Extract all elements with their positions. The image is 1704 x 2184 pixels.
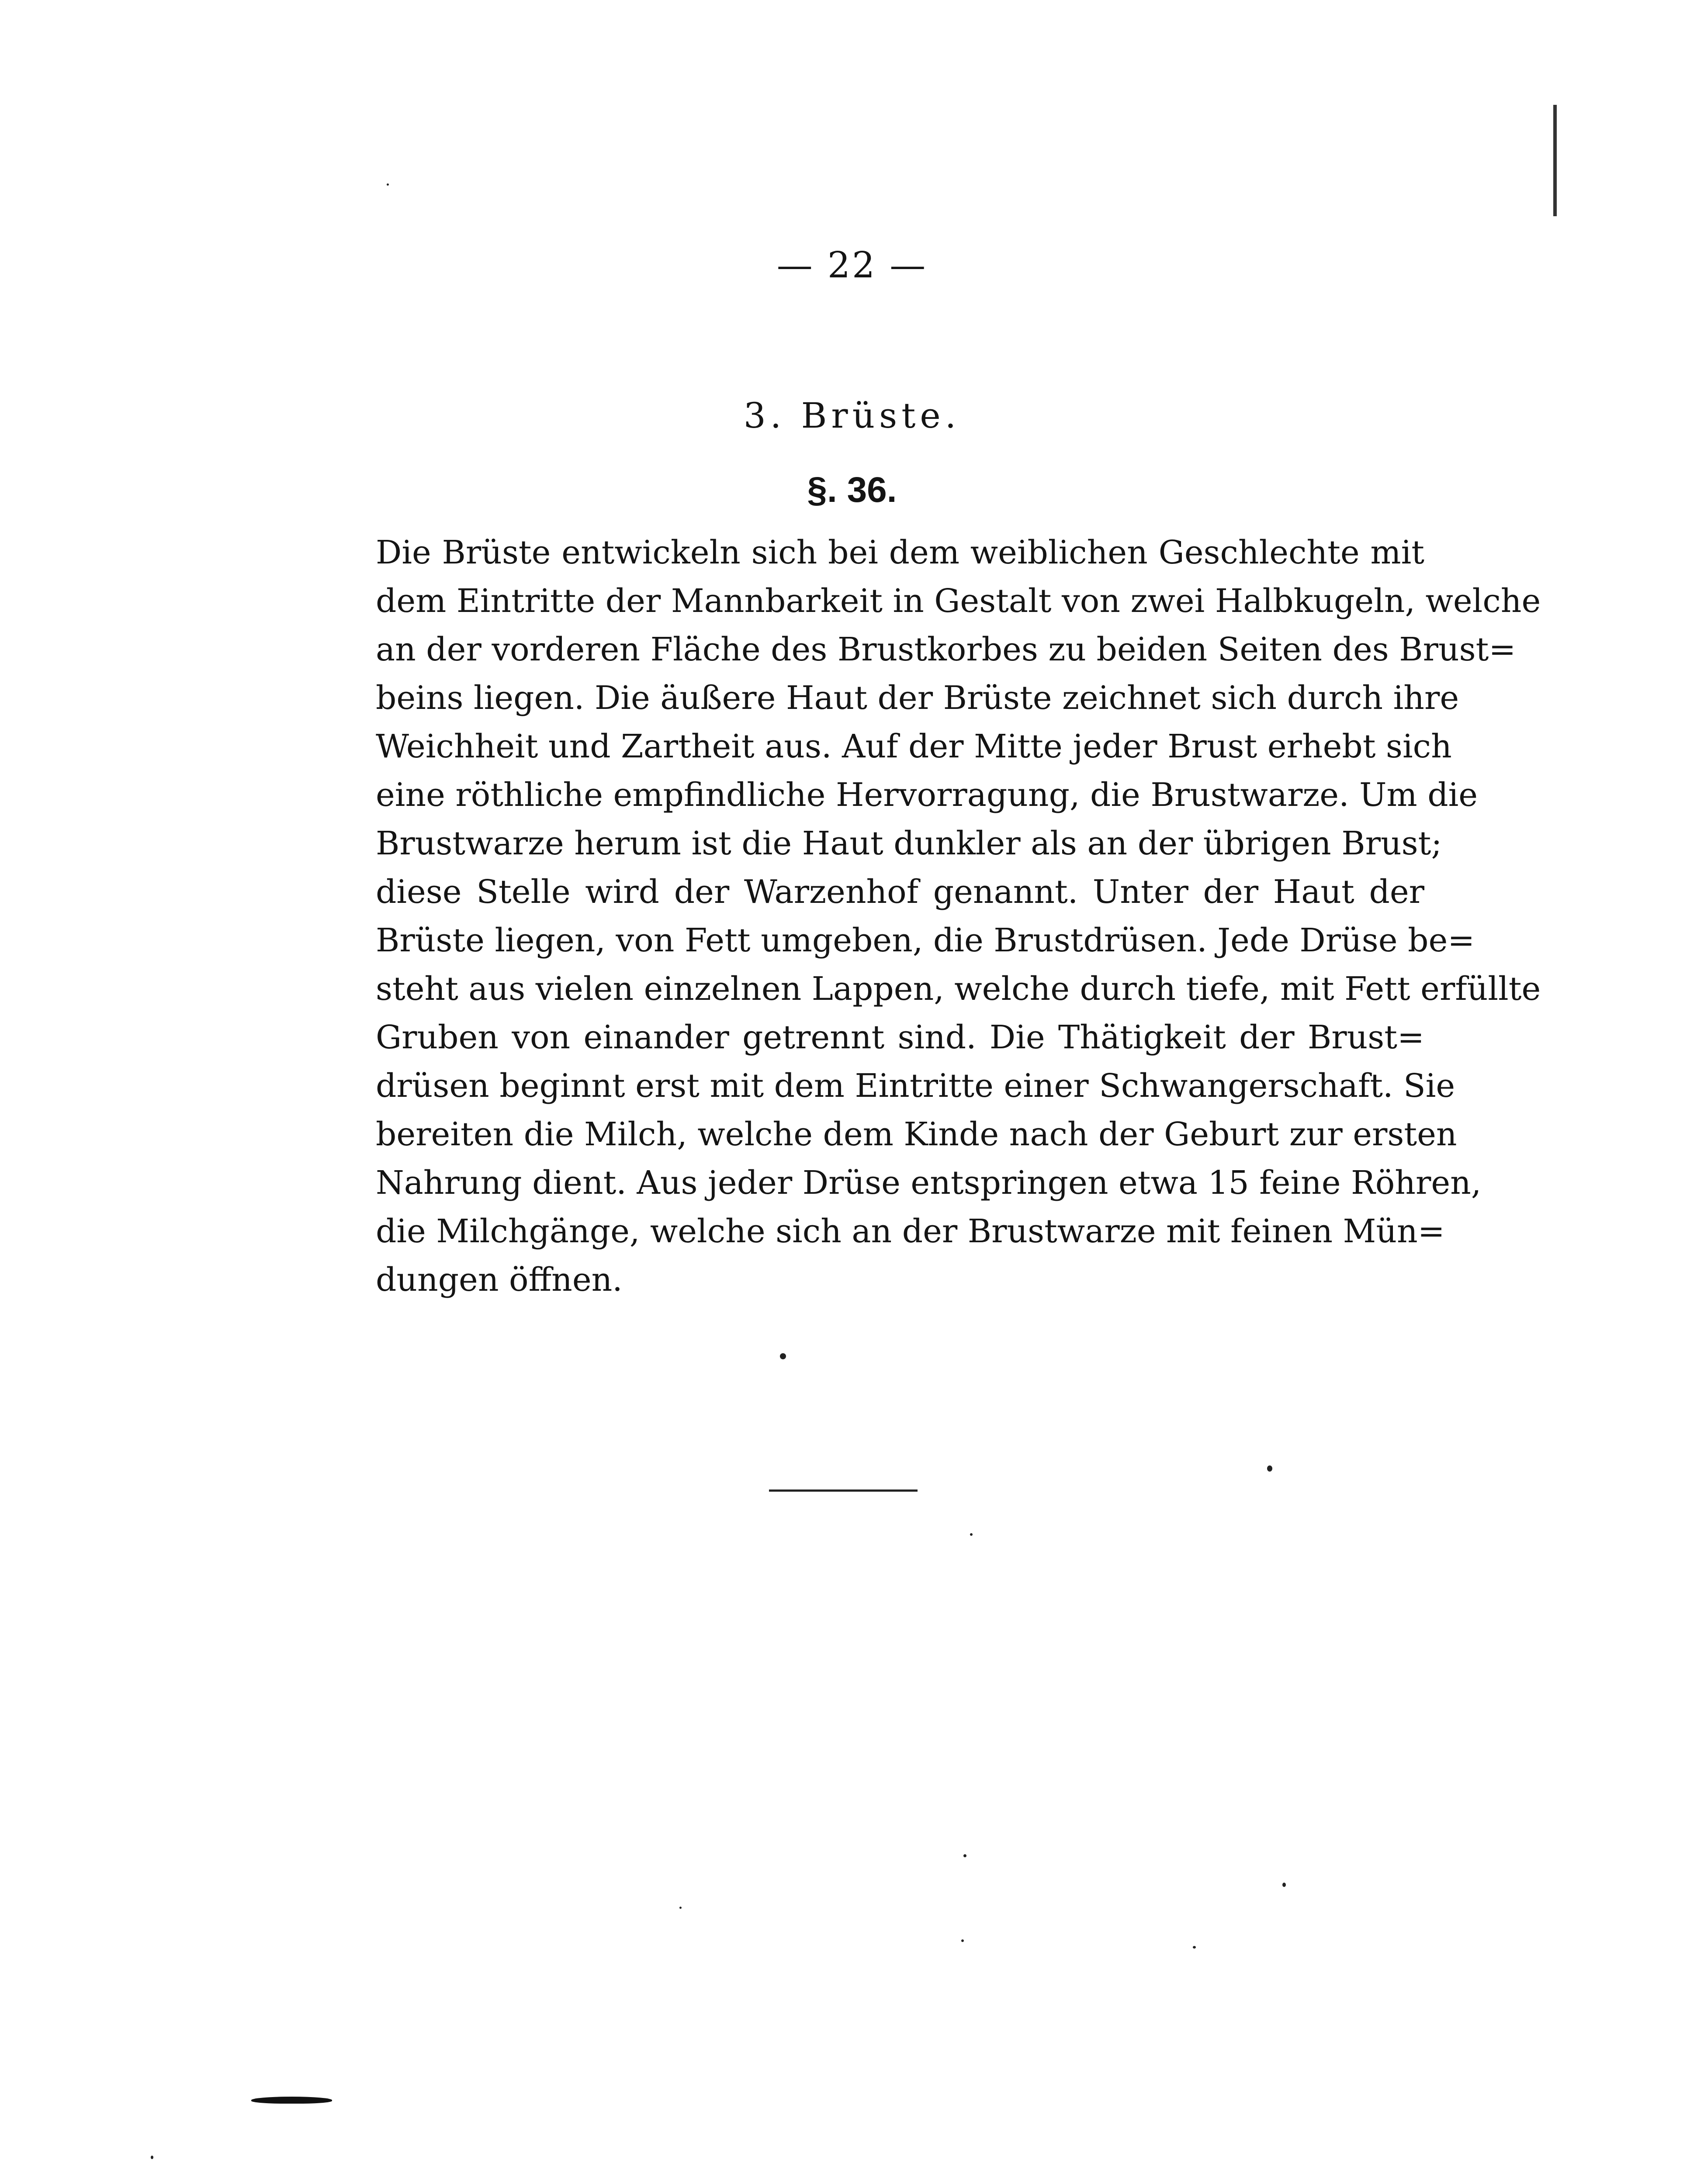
- scan-speck: [151, 2156, 153, 2159]
- text-line: steht aus vielen einzelnen Lappen, welche durch tiefe, mit Fett erfüllte: [376, 970, 1541, 1008]
- text-line: an der vorderen Fläche des Brustkorbes zu beiden Seiten des Brust=: [376, 631, 1516, 668]
- body-paragraph: [376, 529, 1541, 1304]
- scan-speck: [1193, 1946, 1196, 1949]
- text-line: bereiten die Milch, welche dem Kinde nach der Geburt zur ersten: [376, 1116, 1457, 1153]
- text-line: eine röthliche empfindliche Hervorragung, die Brustwarze. Um die: [376, 776, 1478, 814]
- text-line: dem Eintritte der Mannbarkeit in Gestalt von zwei Halbkugeln, welche: [376, 582, 1541, 620]
- scan-speck: [963, 1854, 966, 1857]
- scan-speck: [970, 1533, 973, 1536]
- scan-speck: [1282, 1883, 1286, 1887]
- scan-edge-bar: [1553, 105, 1557, 216]
- page-number: — 22 —: [776, 245, 928, 286]
- text-line: dungen öffnen.: [376, 1261, 623, 1299]
- text-line: diese Stelle wird der Warzenhof genannt. Unter der Haut der: [376, 873, 1424, 911]
- scan-speck: [679, 1907, 682, 1909]
- section-heading: 3. Brüste.: [743, 395, 961, 436]
- text-line: beins liegen. Die äußere Haut der Brüste zeichnet sich durch ihre: [376, 679, 1459, 717]
- text-line: drüsen beginnt erst mit dem Eintritte einer Schwangerschaft. Sie: [376, 1067, 1455, 1105]
- text-line: Nahrung dient. Aus jeder Drüse entspringen etwa 15 feine Röhren,: [376, 1164, 1482, 1202]
- scan-speck: [387, 183, 389, 186]
- paragraph-number: §. 36.: [807, 470, 897, 510]
- text-line: die Milchgänge, welche sich an der Brustwarze mit feinen Mün=: [376, 1213, 1445, 1250]
- text-line: Gruben von einander getrennt sind. Die Thätigkeit der Brust=: [376, 1019, 1424, 1056]
- section-end-rule: [769, 1489, 918, 1492]
- text-line: Die Brüste entwickeln sich bei dem weiblichen Geschlechte mit: [376, 534, 1424, 571]
- scan-smudge: [251, 2097, 332, 2104]
- scan-speck: [961, 1939, 964, 1942]
- text-line: Weichheit und Zartheit aus. Auf der Mitte jeder Brust erhebt sich: [376, 728, 1452, 765]
- text-line: Brüste liegen, von Fett umgeben, die Brustdrüsen. Jede Drüse be=: [376, 922, 1475, 959]
- scan-speck: [1267, 1465, 1272, 1472]
- text-line: Brustwarze herum ist die Haut dunkler als an der übrigen Brust;: [376, 825, 1442, 862]
- scan-speck: [780, 1353, 786, 1359]
